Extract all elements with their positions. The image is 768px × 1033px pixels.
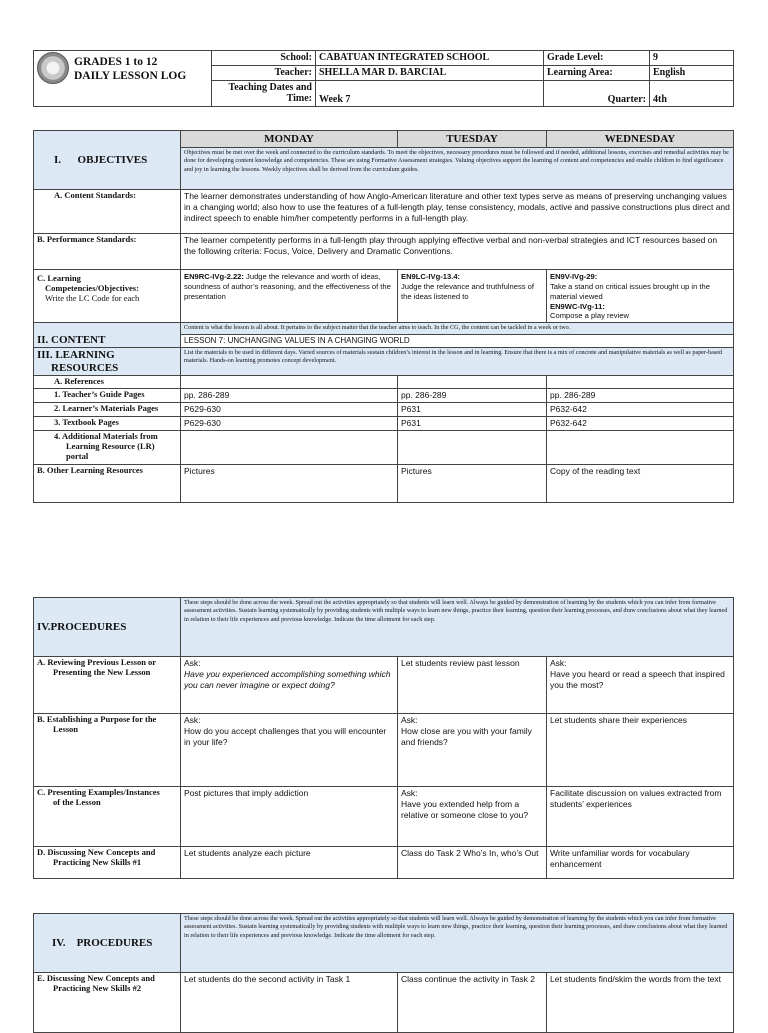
dates-label-1: Teaching Dates and [228,82,312,93]
resources-heading-1: III. LEARNING [37,349,115,362]
tb-pages-monday: P629-630 [181,417,398,431]
other-resources-tuesday: Pictures [398,465,547,503]
lm-pages-monday: P629-630 [181,403,398,417]
proc-b-monday [181,714,398,787]
procedures-table-1 [33,597,734,879]
performance-standards-label: B. Performance Standards: [34,234,181,270]
proc-a-monday-question: Have you experienced accomplishing something which you can never imagine or expect doing? [184,669,391,691]
competency-tuesday [398,270,547,323]
procedures-heading-2 [34,914,181,973]
proc-a-monday [181,657,398,714]
lm-pages-label: 2. Learner’s Materials Pages [34,403,181,417]
content-lesson: LESSON 7: UNCHANGING VALUES IN A CHANGING WORLD [181,334,734,347]
competency-monday [181,270,398,323]
day-tuesday: TUESDAY [398,131,547,148]
lr-portal-label-3: portal [66,450,89,461]
school-value: CABATUAN INTEGRATED SCHOOL [316,51,544,66]
proc-b-tuesday [398,714,547,787]
proc-c-wednesday: Facilitate discussion on values extracted from students’ experiences [547,787,734,847]
tg-pages-wednesday: pp. 286-289 [547,389,734,403]
competency-monday-text: Judge the relevance and worth of ideas, soundness of author’s reasoning, and the effectiveness of the presentation [184,272,391,301]
competency-tuesday-code: EN9LC-IVg-13.4: [401,272,461,281]
proc-d-tuesday: Class do Task 2 Who’s In, who’s Out [398,847,547,879]
resources-note: List the materials to be used in different days. Varied sources of materials sustain children’s interest in the lesson and in learning. Ensure that there is a mix of concrete and manipulative materials as well as paper-based materials. Hands-on learning promotes concept development. [181,348,734,376]
tb-pages-tuesday: P631 [398,417,547,431]
school-label: School: [212,51,316,66]
tg-pages-tuesday: pp. 286-289 [398,389,547,403]
procedures-2-roman: IV. [52,937,66,949]
proc-b-label-2: Lesson [53,723,79,734]
tg-pages-monday: pp. 286-289 [181,389,398,403]
proc-b-wednesday: Let students share their experiences [547,714,734,787]
tg-pages-label: 1. Teacher’s Guide Pages [34,389,181,403]
procedures-note-2: These steps should be done across the week. Spread out the activities appropriately so that students will learn well. Always be guided by demonstration of learning by the students which you can infer from formative assessment activities. Sustain learning systematically by providing students with multiple ways to learn new things, practice their learning, question their learning processes, and draw conclusions about what they learned in relation to their life experiences and previous knowledge. Indicate the time allotment for each step. [181,914,734,973]
competencies-label-2: Competencies/Objectives: [45,282,139,293]
proc-c-label-1: C. Presenting Examples/Instances [37,787,160,797]
proc-c-tuesday-ask: Ask: [401,788,418,798]
proc-e-tuesday: Class continue the activity in Task 2 [398,973,547,1033]
proc-c-tuesday-question: Have you extended help from a relative or someone close to you? [401,799,529,821]
content-standards-label: A. Content Standards: [34,190,181,234]
competency-wednesday [547,270,734,323]
competencies-label [34,270,181,323]
proc-e-wednesday: Let students find/skim the words from the text [547,973,734,1033]
proc-b-monday-ask: Ask: [184,715,201,725]
proc-d-monday: Let students analyze each picture [181,847,398,879]
day-wednesday: WEDNESDAY [547,131,734,148]
objectives-note: Objectives must be met over the week and connected to the curriculum standards. To meet the objectives, necessary procedures must be followed and if needed, additional lessons, exercises and remedial activities may be done for developing content knowledge and competencies. These are using Formative Assessment strategies. Valuing objectives support the learning of content and competencies and enable children to find significance and joy in learning the lessons. Weekly objectives shall be derived from the curriculum guides. [181,148,734,190]
proc-a-label [34,657,181,714]
dates-label-2: Time: [286,93,312,104]
lr-portal-label-2: Learning Resource (LR) [66,441,155,451]
proc-b-tuesday-question: How close are you with your family and friends? [401,726,532,748]
lesson-log-table-1 [33,130,734,503]
area-value: English [650,66,734,81]
lr-portal-label [34,431,181,465]
proc-b-monday-question: How do you accept challenges that you will encounter in your life? [184,726,387,748]
proc-a-wednesday [547,657,734,714]
proc-c-label-2: of the Lesson [53,796,101,807]
other-resources-label: B. Other Learning Resources [34,465,181,503]
competency-wednesday-text-2: Compose a play review [550,311,629,321]
proc-b-label-1: B. Establishing a Purpose for the [37,714,157,724]
competencies-label-1: C. Learning [37,273,81,283]
resources-heading [34,348,181,376]
other-resources-wednesday: Copy of the reading text [547,465,734,503]
proc-c-monday: Post pictures that imply addiction [181,787,398,847]
proc-a-monday-ask: Ask: [184,658,201,668]
lr-portal-label-1: 4. Additional Materials from [54,431,158,442]
content-heading: II. CONTENT [34,323,181,348]
tb-pages-wednesday: P632-642 [547,417,734,431]
proc-a-wednesday-ask: Ask: [550,658,567,668]
tb-pages-label: 3. Textbook Pages [34,417,181,431]
proc-e-label-2: Practicing New Skills #2 [53,982,142,993]
references-label: A. References [34,376,181,389]
proc-d-label-2: Practicing New Skills #1 [53,856,142,867]
objectives-label: OBJECTIVES [77,154,148,166]
teacher-label: Teacher: [212,66,316,81]
lm-pages-tuesday: P631 [398,403,547,417]
resources-heading-2: RESOURCES [51,361,119,374]
proc-a-wednesday-question: Have you heard or read a speech that inspired you the most? [550,669,725,691]
performance-standards: The learner competently performs in a full-length play through applying effective verbal and non-verbal strategies and ICT resources based on the following criteria: Focus, Voice, Delivery and Dramatic Conventions. [181,234,734,270]
proc-d-label [34,847,181,879]
title-line-1: GRADES 1 to 12 [74,56,158,68]
area-label: Learning Area: [544,66,650,81]
competency-tuesday-text: Judge the relevance and truthfulness of the ideas listened to [401,281,534,301]
competency-monday-code: EN9RC-IVg-2.22: [184,272,244,281]
proc-c-tuesday [398,787,547,847]
procedures-heading-1: IV.PROCEDURES [34,598,181,657]
quarter-value: 4th [650,81,734,107]
objectives-roman: I. [54,154,62,166]
dates-label [212,81,316,107]
proc-a-label-2: Presenting the New Lesson [53,666,151,677]
competencies-label-3: Write the LC Code for each [45,292,140,303]
title-line-2: DAILY LESSON LOG [74,69,187,82]
proc-b-tuesday-ask: Ask: [401,715,418,725]
proc-c-label [34,787,181,847]
competency-wednesday-code-2: EN9WC-IVg-11: [550,301,605,311]
procedures-note-1: These steps should be done across the week. Spread out the activities appropriately so that students will learn well. Always be guided by demonstration of learning by the students which you can infer from formative assessment activities. Sustain learning systematically by providing students with multiple ways to learn new things, practice their learning, question their learning processes, and draw conclusions about what they learned in relation to their life experiences and previous knowledge. Indicate the time allotment for each step. [181,598,734,657]
content-note: Content is what the lesson is all about. It pertains to the subject matter that the teacher aims to teach. In the CG, the content can be tackled in a week or two. [181,323,734,334]
competency-wednesday-text-1: Take a stand on critical issues brought up in the material viewed [550,281,710,301]
proc-d-label-1: D. Discussing New Concepts and [37,847,156,857]
other-resources-monday: Pictures [181,465,398,503]
grade-label: Grade Level: [544,51,650,66]
day-monday: MONDAY [181,131,398,148]
document-title [34,51,212,107]
proc-d-wednesday: Write unfamiliar words for vocabulary enhancement [547,847,734,879]
teacher-value: SHELLA MAR D. BARCIAL [316,66,544,81]
procedures-2-label: PROCEDURES [76,937,153,949]
proc-a-label-1: A. Reviewing Previous Lesson or [37,657,157,667]
lm-pages-wednesday: P632-642 [547,403,734,417]
quarter-label: Quarter: [544,81,650,107]
competency-wednesday-code-1: EN9V-IVg-29: [550,272,598,281]
procedures-table-2 [33,913,734,1033]
header-table [33,50,734,107]
dates-value: Week 7 [316,81,544,107]
proc-e-label-1: E. Discussing New Concepts and [37,973,155,983]
proc-e-monday: Let students do the second activity in Task 1 [181,973,398,1033]
proc-a-tuesday: Let students review past lesson [398,657,547,714]
content-standards: The learner demonstrates understanding of how Anglo-American literature and other text types serve as means of preserving unchanging values in a changing world; also how to use the features of a full-length play, tense consistency, modals, active and passive constructions plus direct and indirect speech to enable him/her competently performs in a full-length play. [181,190,734,234]
grade-value: 9 [650,51,734,66]
proc-b-label [34,714,181,787]
objectives-heading [34,131,181,190]
